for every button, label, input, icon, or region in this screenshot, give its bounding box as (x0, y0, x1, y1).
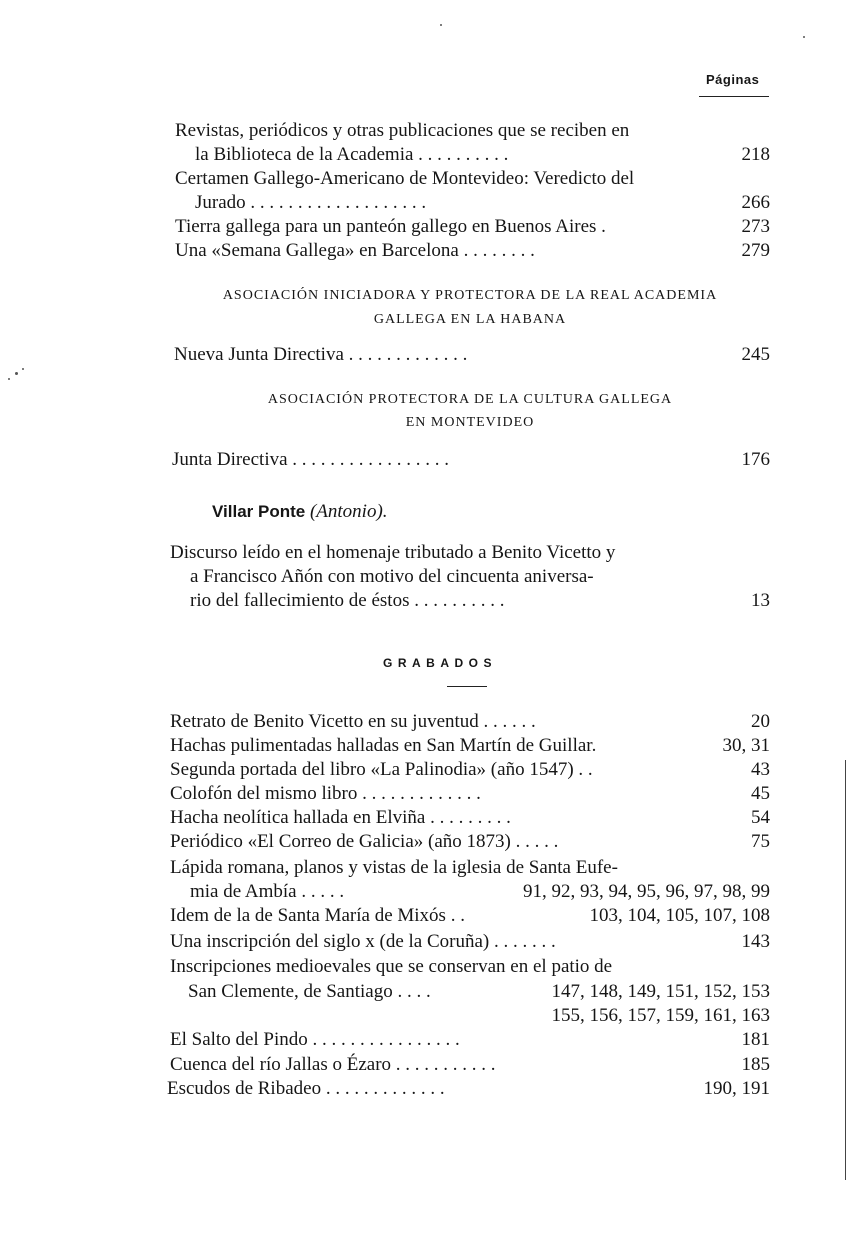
toc-entry (190, 880, 770, 904)
entry-title: Periódico «El Correo de Galicia» (año 1873) . . . . . (170, 831, 559, 852)
toc-entry (170, 710, 770, 734)
grabados-rule (447, 686, 487, 687)
section-heading: GALLEGA EN LA HABANA (373, 312, 567, 327)
margin-mark (845, 760, 846, 1180)
entry-line: Inscripciones medioevales que se conservan en el patio de (170, 956, 613, 977)
entry-page: 266 (741, 192, 770, 213)
entry-title: Hacha neolítica hallada en Elviña . . . . . . . . . (170, 807, 511, 828)
paginas-header: Páginas (706, 72, 760, 87)
toc-entry-continued (500, 1004, 770, 1028)
entry-title: Jurado . . . . . . . . . . . . . . . . . . . (195, 192, 427, 213)
entry-title: Junta Directiva . . . . . . . . . . . . . . . . . (172, 449, 450, 470)
toc-entry (172, 448, 770, 472)
scan-speck (15, 372, 18, 375)
entry-line: Lápida romana, planos y vistas de la iglesia de Santa Eufe- (170, 857, 618, 878)
entry-title: Colofón del mismo libro . . . . . . . . . . . . . (170, 783, 481, 804)
toc-entry (170, 758, 770, 782)
entry-page: 245 (741, 344, 770, 365)
entry-page: 176 (741, 449, 770, 470)
author-heading (212, 500, 388, 524)
entry-line: Certamen Gallego-Americano de Montevideo: Veredicto del (175, 168, 635, 189)
entry-title: Segunda portada del libro «La Palinodia» (año 1547) . . (170, 759, 593, 780)
grabados-heading: GRABADOS (383, 656, 498, 670)
entry-page: 20 (751, 711, 770, 732)
toc-entry (170, 930, 770, 954)
entry-title: Nueva Junta Directiva . . . . . . . . . . . . . (174, 344, 468, 365)
toc-entry (188, 980, 770, 1004)
entry-page: 30, 31 (722, 735, 770, 756)
toc-entry (175, 239, 770, 263)
entry-page: 181 (741, 1029, 770, 1050)
entry-page: 75 (751, 831, 770, 852)
toc-entry (170, 1028, 770, 1052)
entry-title: rio del fallecimiento de éstos . . . . . . . . . . (190, 590, 505, 611)
entry-title: San Clemente, de Santiago . . . . (188, 981, 431, 1002)
entry-title: Cuenca del río Jallas o Ézaro . . . . . . . . . . . (170, 1054, 496, 1075)
toc-entry (170, 734, 770, 758)
entry-page: 218 (741, 144, 770, 165)
toc-entry (170, 830, 770, 854)
scan-speck (22, 368, 24, 370)
scan-speck (803, 36, 805, 38)
header-rule (699, 96, 769, 97)
scan-speck (8, 378, 10, 380)
entry-page: 103, 104, 105, 107, 108 (589, 905, 770, 926)
entry-page: 13 (751, 590, 770, 611)
entry-page: 185 (741, 1054, 770, 1075)
entry-title: Una inscripción del siglo x (de la Coruña) . . . . . . . (170, 931, 556, 952)
toc-entry (170, 806, 770, 830)
section-heading: ASOCIACIÓN INICIADORA Y PROTECTORA DE LA REAL ACADEMIA (222, 288, 718, 303)
entry-page: 45 (751, 783, 770, 804)
entry-title: Una «Semana Gallega» en Barcelona . . . . . . . . (175, 240, 535, 261)
entry-title: Retrato de Benito Vicetto en su juventud . . . . . . (170, 711, 536, 732)
entry-page: 190, 191 (703, 1078, 770, 1099)
scan-speck (440, 24, 442, 26)
entry-line: Discurso leído en el homenaje tributado a Benito Vicetto y (170, 542, 616, 563)
entry-page: 43 (751, 759, 770, 780)
toc-entry (170, 782, 770, 806)
entry-page: 143 (741, 931, 770, 952)
toc-entry (195, 191, 770, 215)
section-heading: EN MONTEVIDEO (405, 415, 535, 430)
author-last-name: Villar Ponte (212, 502, 306, 521)
entry-page: 273 (741, 216, 770, 237)
entry-title: El Salto del Pindo . . . . . . . . . . . . . . . . (170, 1029, 460, 1050)
entry-title: Escudos de Ribadeo . . . . . . . . . . . . . (167, 1078, 445, 1099)
entry-title: mia de Ambía . . . . . (190, 881, 345, 902)
section-heading: ASOCIACIÓN PROTECTORA DE LA CULTURA GALLEGA (267, 392, 673, 407)
toc-entry (195, 143, 770, 167)
toc-entry (167, 1077, 770, 1101)
entry-title: Idem de la de Santa María de Mixós . . (170, 905, 465, 926)
entry-page: 147, 148, 149, 151, 152, 153 (551, 981, 770, 1002)
entry-page: 54 (751, 807, 770, 828)
entry-page: 279 (741, 240, 770, 261)
toc-entry (170, 904, 770, 928)
entry-line: a Francisco Añón con motivo del cincuenta aniversa- (190, 566, 594, 587)
entry-title: la Biblioteca de la Academia . . . . . . . . . . (195, 144, 509, 165)
entry-page: 155, 156, 157, 159, 161, 163 (551, 1005, 770, 1026)
entry-line: Revistas, periódicos y otras publicaciones que se reciben en (175, 120, 630, 141)
author-first-name: (Antonio). (309, 501, 388, 522)
toc-entry (174, 343, 770, 367)
toc-entry (175, 215, 770, 239)
entry-page: 91, 92, 93, 94, 95, 96, 97, 98, 99 (523, 881, 770, 902)
entry-title: Hachas pulimentadas halladas en San Martín de Guillar. (170, 735, 597, 756)
toc-entry (190, 589, 770, 613)
entry-title: Tierra gallega para un panteón gallego en Buenos Aires . (175, 216, 606, 237)
toc-entry (170, 1053, 770, 1077)
